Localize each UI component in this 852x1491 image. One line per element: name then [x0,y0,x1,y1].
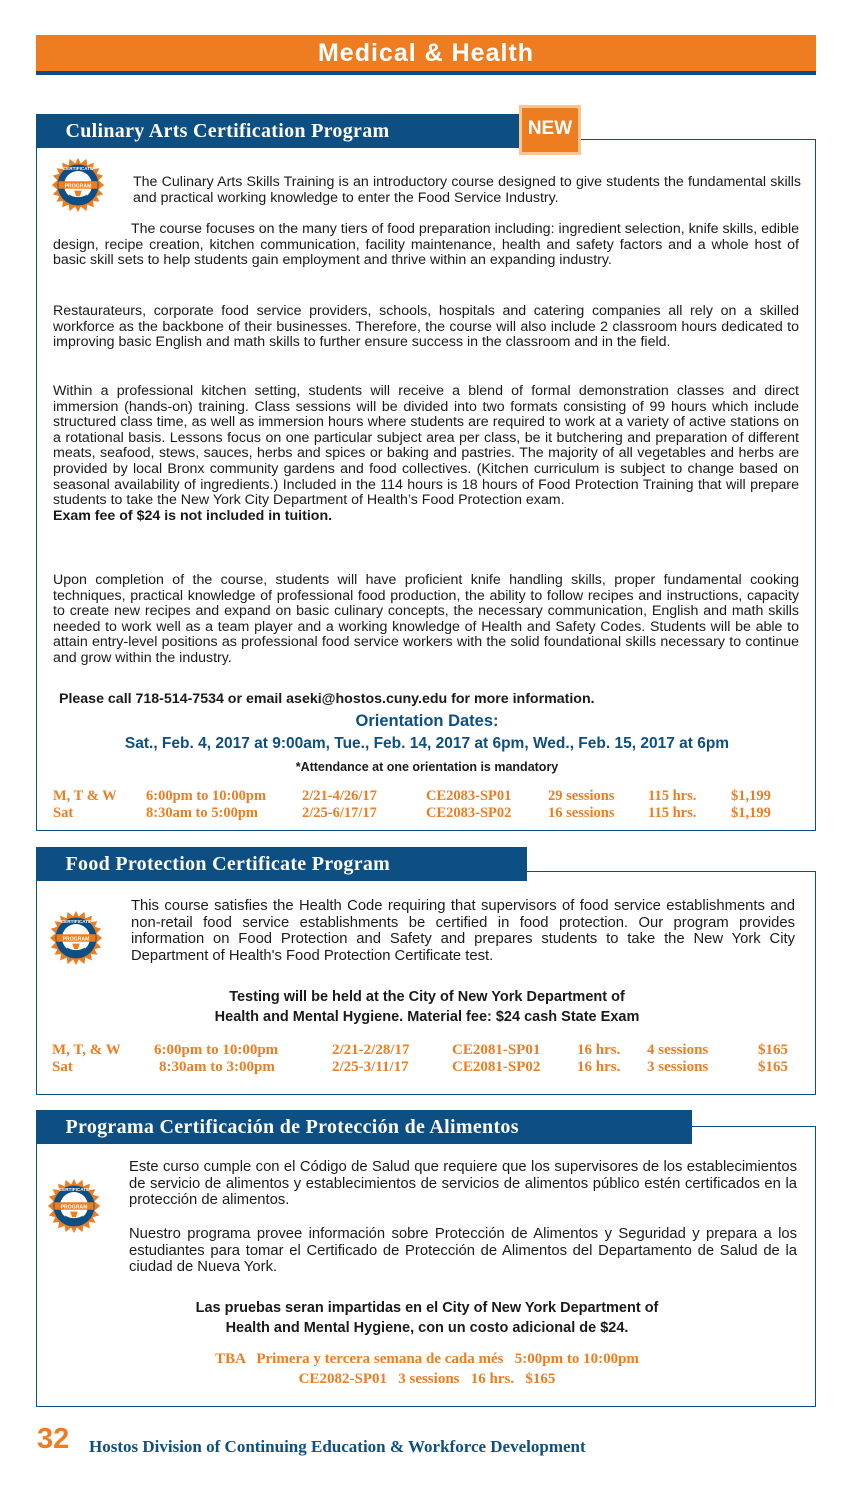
programa-testing-2: Health and Mental Hygiene, con un costo adicional de $24. [225,1320,629,1336]
schedule-hours: 115 hrs. [648,788,697,804]
schedule-hours: 115 hrs. [648,805,697,821]
food-protection-section [36,853,816,1095]
schedule-price: $165 [758,1042,788,1058]
programa-title: Programa Certificación de Protección de Alimentos [36,1110,692,1144]
schedule-time: 8:30am to 5:00pm [146,805,258,821]
section-banner: Medical & Health [36,35,816,75]
culinary-intro: The Culinary Arts Skills Training is an introductory course designed to give students the fundamental skills and practical working knowledge to enter the Food Service Industry. [133,174,801,206]
programa-schedule-1: TBA Primera y tercera semana de cada més 5:00pm to 10:00pm [215,1351,639,1367]
certificate-seal-icon [50,157,106,213]
schedule-dates: 2/21-4/26/17 [302,788,377,804]
programa-schedule-2: CE2082-SP01 3 sessions 16 hrs. $165 [298,1371,556,1387]
orientation-note: *Attendance at one orientation is mandatory [295,760,559,774]
certificate-seal-icon [46,1178,102,1234]
schedule-dates: 2/25-6/17/17 [302,805,377,821]
schedule-price: $165 [758,1059,788,1075]
culinary-completion: Upon completion of the course, students will have proficient knife handling skills, proper fundamental cooking techniques, practical knowledge of professional food production, the ability to follow recipes and instructions, capacity to create new recipes and expand on basic culinary concepts, the necessary communication, English and math skills needed to work well as a team player and a working knowledge of Health and Safety Codes. Students will be able to attain entry-level positions as professional food service workers with the solid foundational skills necessary to continue and grow within the industry. [53,572,799,666]
schedule-sessions: 4 sessions [647,1042,709,1058]
schedule-dates: 2/25-3/11/17 [332,1059,409,1075]
programa-section [36,1116,816,1407]
schedule-row [53,788,803,805]
schedule-time: 6:00pm to 10:00pm [146,788,267,804]
exam-fee-note: Exam fee of $24 is not included in tuition. [53,507,333,524]
schedule-sessions: 3 sessions [647,1059,709,1075]
kitchen-setting-text: Within a professional kitchen setting, students will receive a blend of formal demonstration classes and direct immersion (hands-on) training. Class sessions will be divided into two formats consisting of 99 hours which include structured class time, as well as immersion hours where students are required to work at a variety of active stations on a rotational basis. Lessons focus on one particular subject area per class, be it butchering and preparation of different meats, seafood, stews, sauces, herbs and spices or baking and pastries. The majority of all vegetables and herbs are provided by local Bronx community gardens and food collectives. (Kitchen curriculum is subject to change based on seasonal availability of ingredients.) Included in the 114 hours is 18 hours of Food Protection Training that will prepare students to take the New York City Department of Health’s Food Protection exam. [53,383,799,509]
schedule-days: Sat [53,805,74,821]
seal-top-text: CERTIFICATE [58,1187,90,1193]
culinary-title: Culinary Arts Certification Program [36,114,544,148]
seal-top-text: CERTIFICATE [62,166,94,172]
schedule-code: CE2081-SP02 [452,1059,541,1075]
schedule-days: Sat [52,1059,73,1075]
schedule-row [53,805,803,822]
schedule-sessions: 29 sessions [548,788,615,804]
footer-title: Hostos Division of Continuing Education & Workforce Development [89,1437,586,1456]
culinary-schedule [53,788,803,822]
schedule-days: M, T, & W [52,1042,121,1058]
seal-band-text: PROGRAM [62,936,90,943]
orientation-dates: Sat., Feb. 4, 2017 at 9:00am, Tue., Feb. 14, 2017 at 6pm, Wed., Feb. 15, 2017 at 6pm [124,735,730,752]
schedule-dates: 2/21-2/28/17 [332,1042,410,1058]
schedule-code: CE2083-SP01 [426,788,512,804]
food-protection-schedule [52,1042,812,1076]
certificate-seal-icon [48,910,104,966]
culinary-contact: Please call 718-514-7534 or email aseki@hostos.cuny.edu for more information. [59,691,595,707]
food-protection-testing-1: Testing will be held at the City of New York Department of [229,989,625,1005]
culinary-restaurateurs: Restaurateurs, corporate food service providers, schools, hospitals and catering companies all rely on a skilled workforce as the backbone of their businesses. Therefore, the course will also include 2 classroom hours dedicated to improving basic English and math skills to further ensure success in the classroom and in the field. [53,303,799,351]
seal-top-text: CERTIFICATE [60,919,92,925]
schedule-price: $1,199 [731,805,771,821]
programa-description: Este curso cumple con el Código de Salud que requiere que los supervisores de los establecimientos de servicio de alimentos y establecimientos de servicios de alimentos público estén certificados en la protección de alimentos. [129,1159,797,1209]
seal-band-text: PROGRAM [64,183,92,190]
schedule-code: CE2081-SP01 [452,1042,541,1058]
schedule-price: $1,199 [731,788,771,804]
schedule-sessions: 16 sessions [548,805,615,821]
schedule-days: M, T & W [53,788,117,804]
schedule-hours: 16 hrs. [577,1059,621,1075]
programa-program-info: Nuestro programa provee información sobre Protección de Alimentos y Seguridad y prepara a los estudiantes para tomar el Certificado de Protección de Alimentos del Departamento de Salud de la ciudad de Nueva York. [129,1226,797,1276]
food-protection-description: This course satisfies the Health Code requiring that supervisors of food service establishments and non-retail food service establishments be certified in food protection. Our program provides information on Food Protection and Safety and prepares students to take the New York City Department of Health's Food Protection Certificate test. [131,898,795,964]
schedule-row [52,1042,812,1059]
new-badge: NEW [519,105,581,155]
schedule-row [52,1059,812,1076]
culinary-focus: The course focuses on the many tiers of food preparation including: ingredient selection, knife skills, edible design, recipe creation, kitchen communication, facility maintenance, health and safety factors and a whole host of basic skill sets to help students gain employment and thrive within an expanding industry. [53,221,799,269]
orientation-heading: Orientation Dates: [355,712,499,730]
schedule-time: 6:00pm to 10:00pm [154,1042,279,1058]
schedule-code: CE2083-SP02 [426,805,512,821]
seal-band-text: PROGRAM [60,1204,88,1211]
schedule-time: 8:30am to 3:00pm [159,1059,275,1075]
schedule-hours: 16 hrs. [577,1042,621,1058]
food-protection-title: Food Protection Certificate Program [36,847,527,881]
culinary-kitchen-setting [53,384,799,524]
page-number: 32 [37,1423,70,1455]
programa-testing-1: Las pruebas seran impartidas en el City of New York Department of [195,1300,659,1316]
culinary-section [36,118,816,831]
food-protection-testing-2: Health and Mental Hygiene. Material fee: $24 cash State Exam [214,1009,640,1025]
